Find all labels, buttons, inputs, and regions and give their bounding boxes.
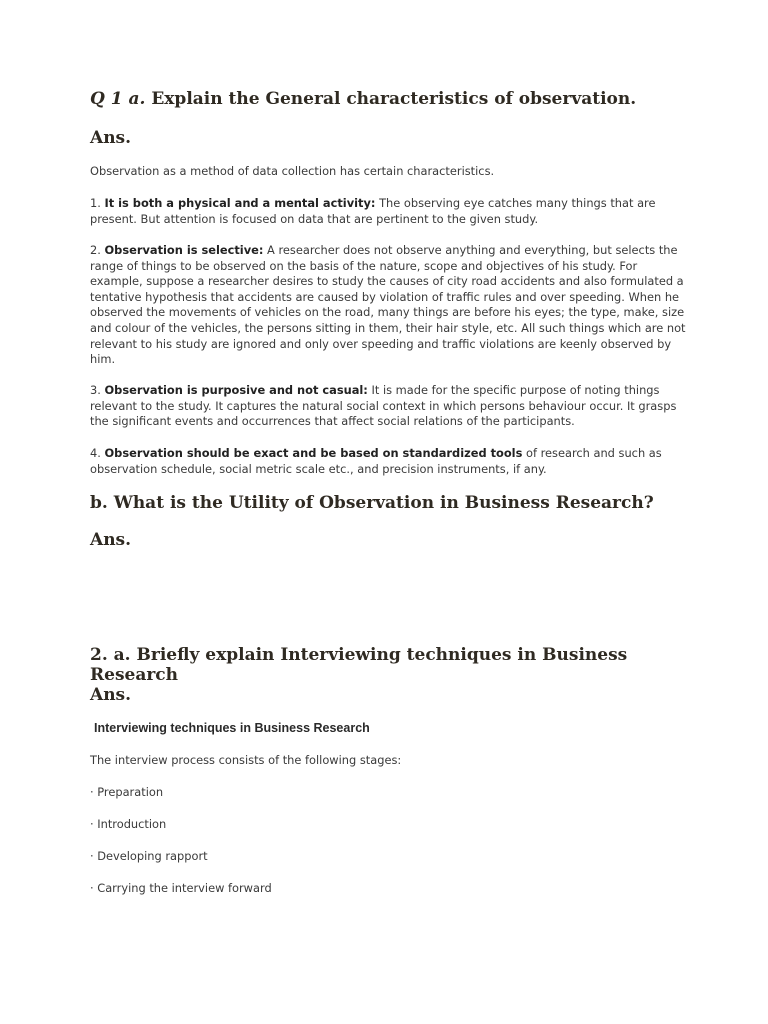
point-4-title: Observation should be exact and be based on standardized tools bbox=[104, 446, 523, 460]
point-3 bbox=[90, 383, 690, 430]
answer-1a-label: Ans. bbox=[90, 128, 132, 148]
point-4-number: 4. bbox=[90, 446, 105, 460]
answer-1b-label: Ans. bbox=[90, 530, 132, 550]
answer-2a-intro: The interview process consists of the following stages: bbox=[90, 753, 402, 767]
answer-2a-label: Ans. bbox=[90, 685, 132, 705]
point-3-text: It is made for the specific purpose of noting things relevant to the study. It captures the natural social context in which persons behaviour occur. It grasps the significant events and occurrences that affect social relations of the participants. bbox=[90, 383, 677, 429]
point-1-text: The observing eye catches many things that are present. But attention is focused on data that are pertinent to the given study. bbox=[90, 196, 656, 226]
point-2-title: Observation is selective: bbox=[104, 243, 264, 257]
answer-1a-intro: Observation as a method of data collection has certain characteristics. bbox=[90, 164, 495, 178]
point-1-number: 1. bbox=[90, 196, 105, 210]
stage-item-carrying-forward: · Carrying the interview forward bbox=[90, 881, 272, 895]
point-2 bbox=[90, 243, 690, 368]
question-1a-text: Explain the General characteristics of observation. bbox=[145, 89, 637, 109]
stage-item-developing-rapport: · Developing rapport bbox=[90, 849, 208, 863]
point-2-text: A researcher does not observe anything and everything, but selects the range of things to be observed on the basis of the nature, scope and objectives of his study. For example, suppose a researcher desires to study the causes of city road accidents and also formulated a tentative hypothesis that accidents are caused by violation of traffic rules and over speeding. When he observed the movements of vehicles on the road, many things are before his eyes; the type, make, size and colour of the vehicles, the persons sitting in them, their hair style, etc. All such things which are not relevant to his study are ignored and only over speeding and traffic violations are keenly observed by him. bbox=[90, 243, 686, 367]
question-1a-heading bbox=[90, 89, 636, 109]
point-1 bbox=[90, 196, 690, 227]
answer-2a-subtitle: Interviewing techniques in Business Research bbox=[94, 721, 370, 735]
point-3-title: Observation is purposive and not casual: bbox=[104, 383, 368, 397]
question-2a-heading: 2. a. Briefly explain Interviewing techniques in Business Research bbox=[90, 645, 628, 685]
point-4 bbox=[90, 446, 690, 477]
stage-item-preparation: · Preparation bbox=[90, 785, 164, 799]
question-1a-number: Q 1 a. bbox=[90, 89, 146, 109]
stage-item-introduction: · Introduction bbox=[90, 817, 167, 831]
point-3-number: 3. bbox=[90, 383, 105, 397]
point-4-text: of research and such as observation schedule, social metric scale etc., and precision instruments, if any. bbox=[90, 446, 662, 476]
question-1b-heading: b. What is the Utility of Observation in Business Research? bbox=[90, 493, 654, 513]
point-2-number: 2. bbox=[90, 243, 105, 257]
point-1-title: It is both a physical and a mental activity: bbox=[104, 196, 376, 210]
